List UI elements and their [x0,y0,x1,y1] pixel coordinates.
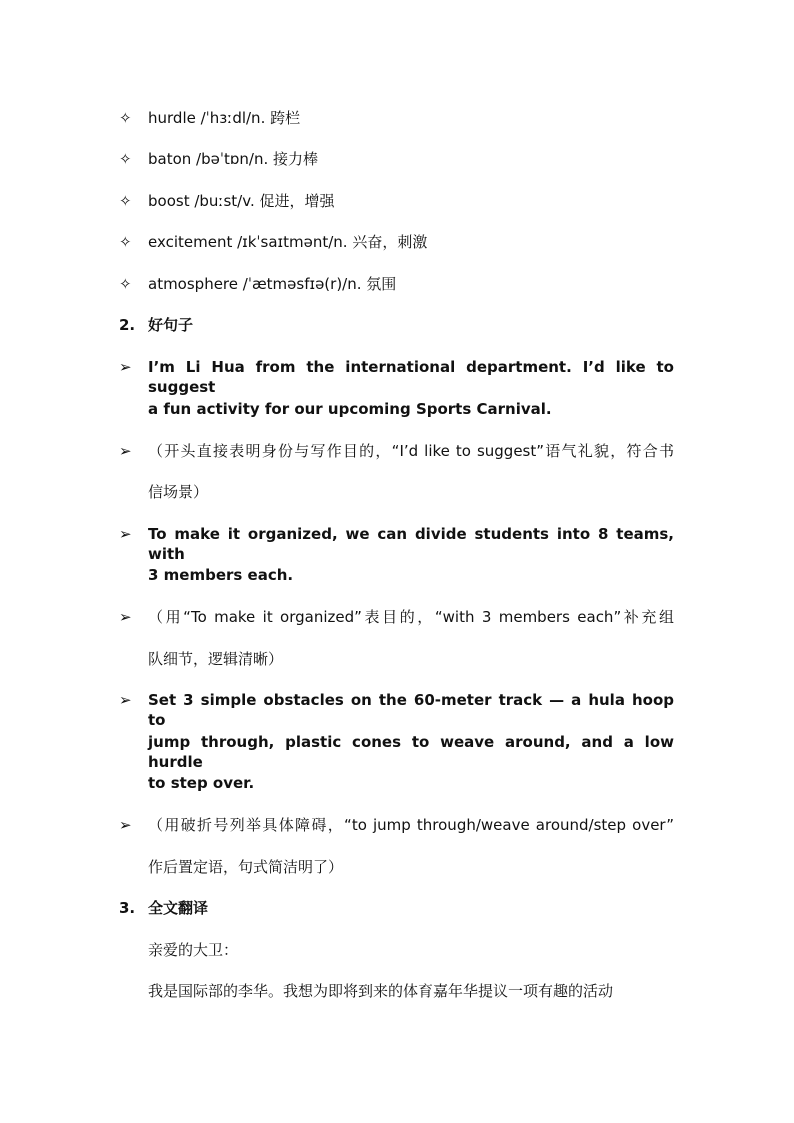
sentence-line: 3 members each. [148,566,294,584]
arrow-bullet-icon: ➢ [119,442,132,460]
note-line: （用破折号列举具体障碍，“to jump through/weave around/step over” [148,816,674,834]
arrow-bullet-icon: ➢ [119,691,132,709]
note-line: 作后置定语，句式简洁明了） [148,858,344,876]
translation-greeting: 亲爱的大卫： [148,941,239,959]
sentence-line: to step over. [148,774,255,792]
vocab-item: hurdle /ˈhɜːdl/n. 跨栏 [148,109,301,127]
diamond-bullet-icon: ✧ [119,109,132,127]
arrow-bullet-icon: ➢ [119,816,132,834]
section-title: 全文翻译 [148,899,209,917]
diamond-bullet-icon: ✧ [119,192,132,210]
arrow-bullet-icon: ➢ [119,608,132,626]
sentence-line: jump through, plastic cones to weave around, and a low hurdle [148,733,674,771]
vocab-item: baton /bəˈtɒn/n. 接力棒 [148,150,318,168]
translation-body: 我是国际部的李华。我想为即将到来的体育嘉年华提议一项有趣的活动 [148,982,614,1000]
arrow-bullet-icon: ➢ [119,358,132,376]
diamond-bullet-icon: ✧ [119,150,132,168]
arrow-bullet-icon: ➢ [119,525,132,543]
diamond-bullet-icon: ✧ [119,233,132,251]
note-line: （开头直接表明身份与写作目的，“I’d like to suggest”语气礼貌，符合书 [148,442,674,460]
note-line: （用“To make it organized”表目的，“with 3 members each”补充组 [148,608,674,626]
sentence-line: To make it organized, we can divide students into 8 teams, with [148,525,674,563]
section-title: 好句子 [148,316,194,334]
section-number: 2. [119,316,136,334]
vocab-item: boost /buːst/v. 促进，增强 [148,192,335,210]
note-line: 队细节，逻辑清晰） [148,650,284,668]
sentence-line: I’m Li Hua from the international department. I’d like to suggest [148,358,674,396]
sentence-line: Set 3 simple obstacles on the 60-meter track — a hula hoop to [148,691,674,729]
diamond-bullet-icon: ✧ [119,275,132,293]
vocab-item: atmosphere /ˈætməsfɪə(r)/n. 氛围 [148,275,397,293]
sentence-line: a fun activity for our upcoming Sports Carnival. [148,400,552,418]
note-line: 信场景） [148,483,209,501]
vocab-item: excitement /ɪkˈsaɪtmənt/n. 兴奋，刺激 [148,233,428,251]
section-number: 3. [119,899,136,917]
